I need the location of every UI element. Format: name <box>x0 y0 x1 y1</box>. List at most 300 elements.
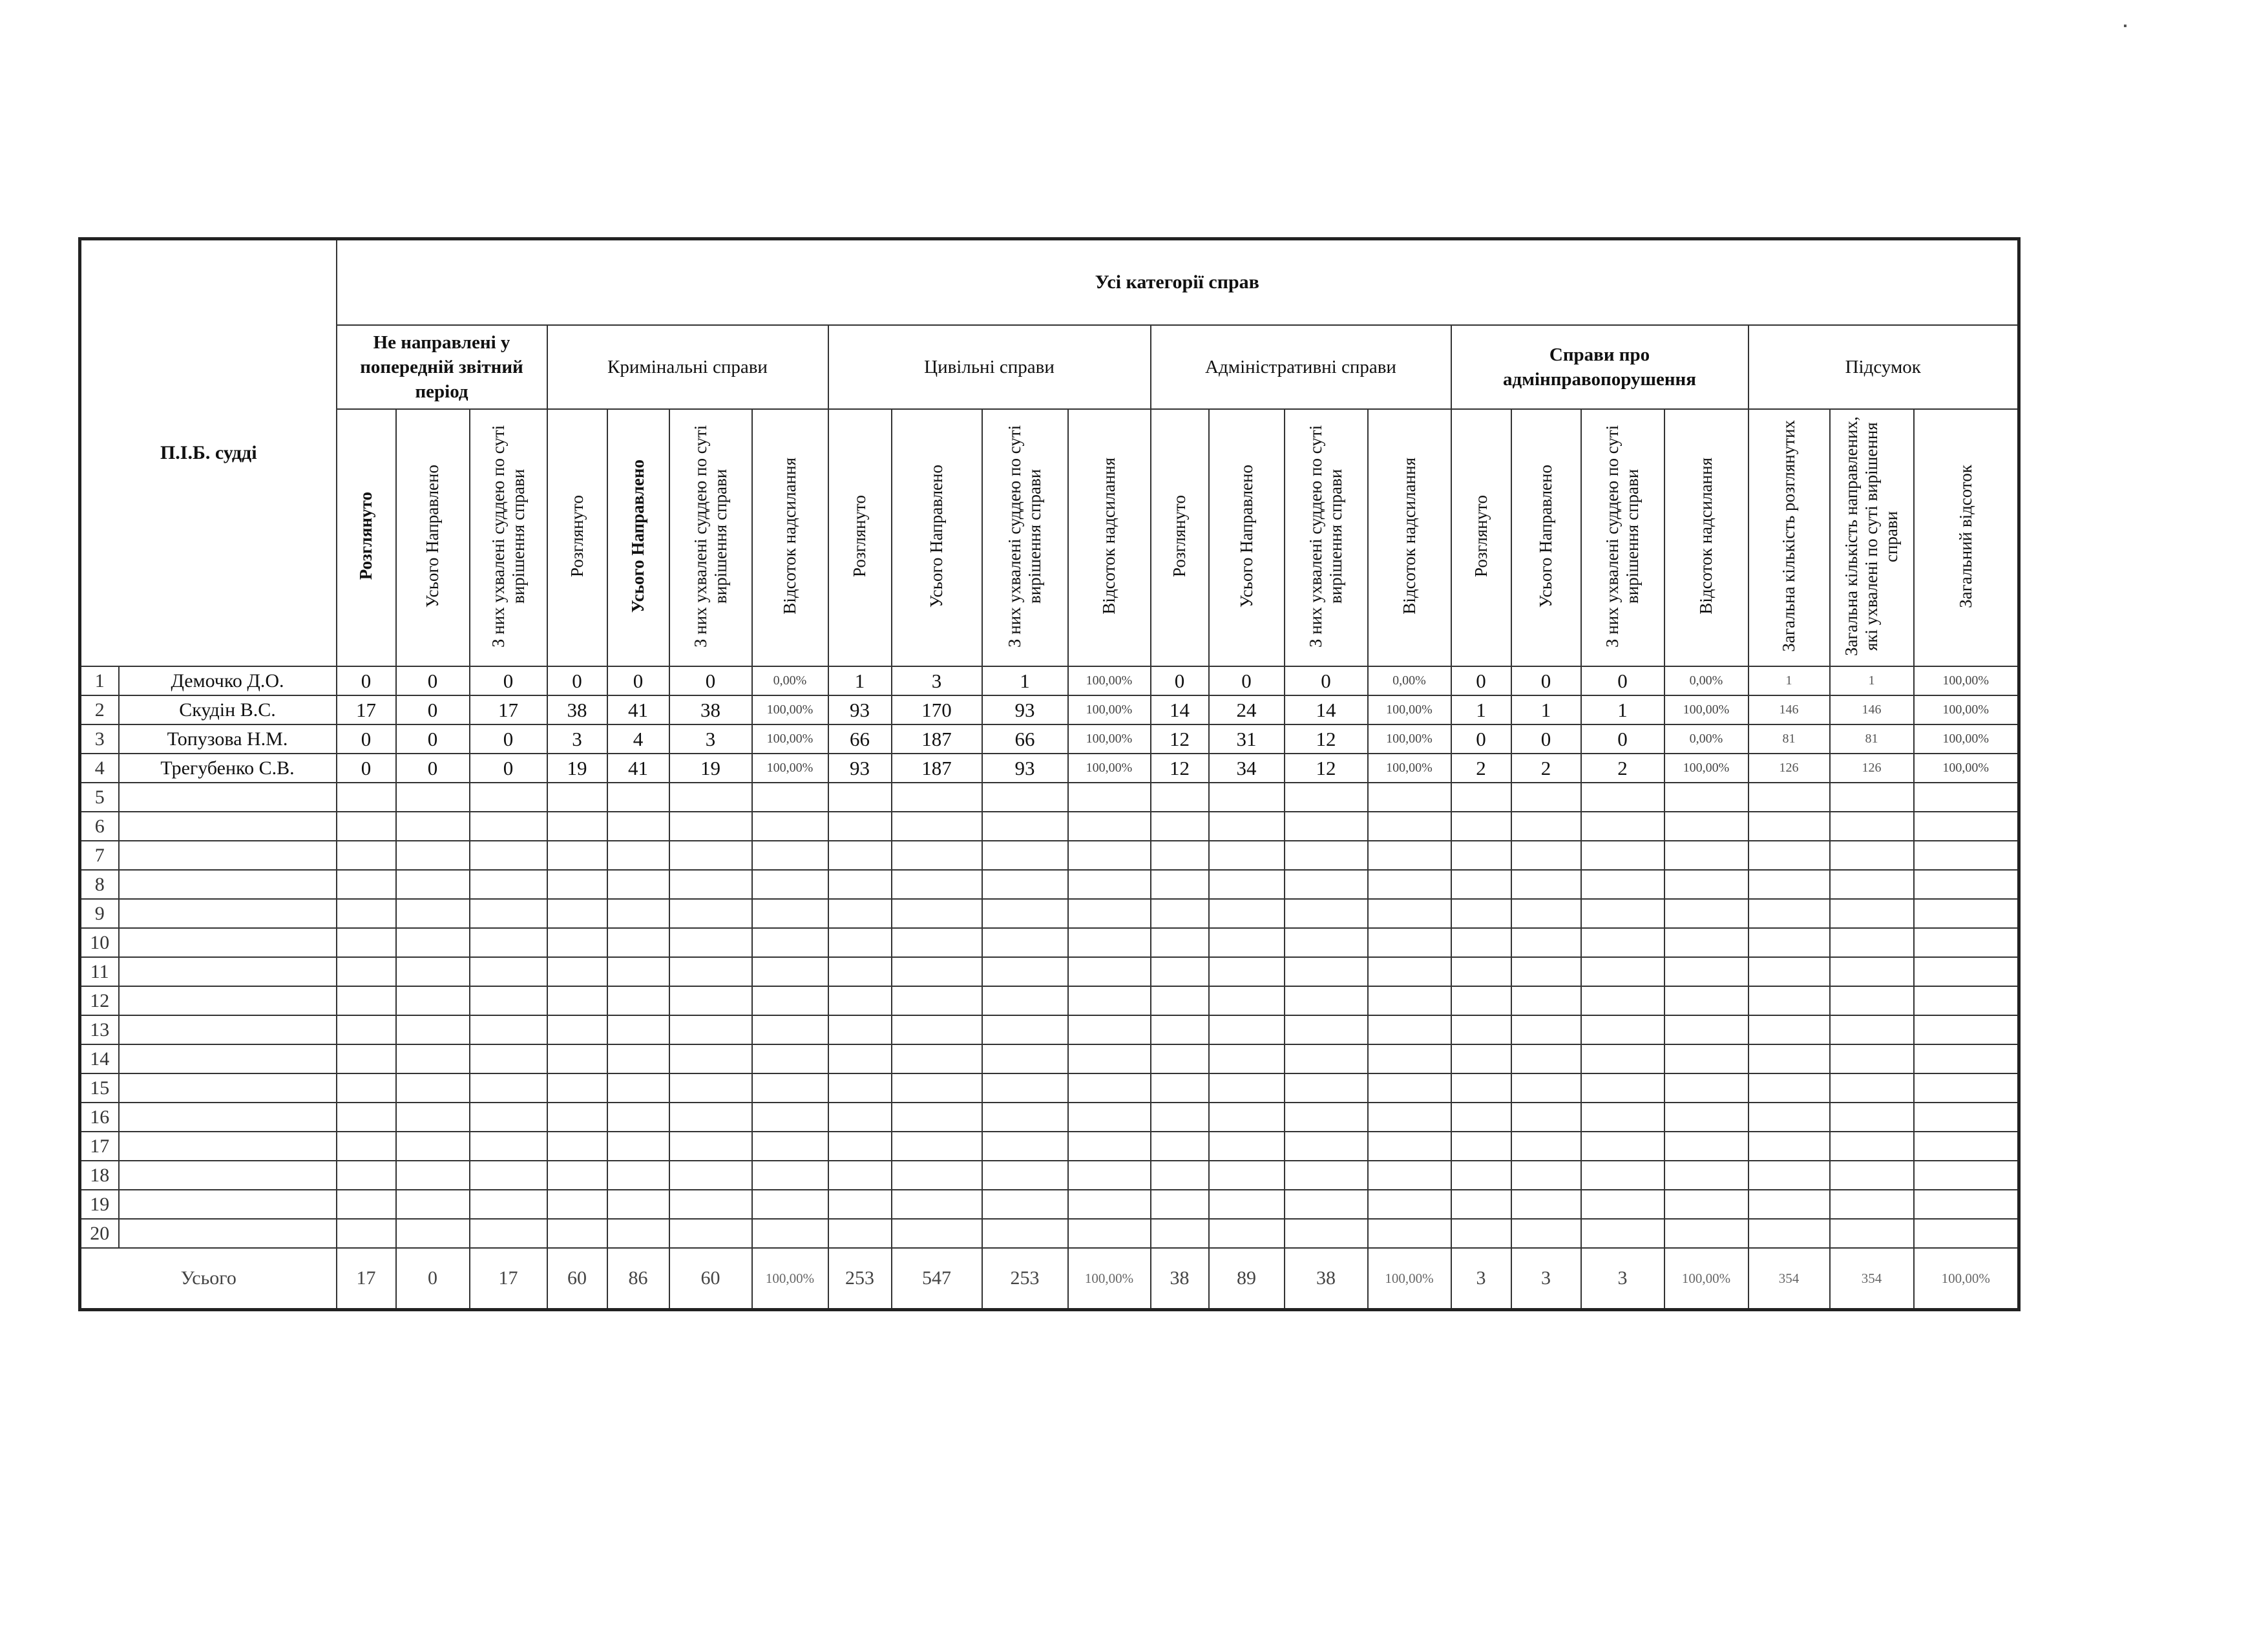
value-cell: 100,00% <box>752 695 828 724</box>
value-cell: 0 <box>547 666 607 695</box>
row-number: 2 <box>80 695 119 724</box>
value-cell <box>1664 1044 1748 1073</box>
row-number: 7 <box>80 841 119 870</box>
row-number: 1 <box>80 666 119 695</box>
value-cell <box>1285 957 1368 986</box>
value-cell <box>470 783 547 812</box>
scan-speck <box>2124 25 2126 27</box>
value-cell <box>752 841 828 870</box>
value-cell <box>828 812 892 841</box>
value-cell <box>892 928 982 957</box>
value-cell <box>470 1073 547 1103</box>
value-cell <box>1748 812 1830 841</box>
total-value-cell: 100,00% <box>1664 1248 1748 1310</box>
value-cell <box>669 1103 752 1132</box>
total-value-cell: 3 <box>1511 1248 1581 1310</box>
value-cell: 100,00% <box>752 754 828 783</box>
value-cell <box>828 899 892 928</box>
value-cell <box>1664 1161 1748 1190</box>
value-cell <box>1285 1219 1368 1248</box>
value-cell <box>1209 1015 1285 1044</box>
value-cell: 1 <box>828 666 892 695</box>
value-cell <box>669 986 752 1015</box>
value-cell <box>1830 1103 1914 1132</box>
value-cell: 0 <box>396 754 470 783</box>
value-cell: 1 <box>1748 666 1830 695</box>
value-cell <box>1068 1161 1151 1190</box>
value-cell <box>1830 1015 1914 1044</box>
col-header-send-percent: Відсоток надсилання <box>1068 409 1151 666</box>
value-cell <box>470 1161 547 1190</box>
value-cell <box>1511 812 1581 841</box>
value-cell <box>1451 1219 1511 1248</box>
value-cell <box>1151 1132 1209 1161</box>
value-cell <box>1748 1190 1830 1219</box>
col-header-reviewed: Розглянуто <box>337 409 396 666</box>
judge-name-cell <box>119 1015 337 1044</box>
value-cell <box>1511 1219 1581 1248</box>
value-cell <box>1368 1044 1451 1073</box>
value-cell <box>1068 928 1151 957</box>
value-cell <box>892 1015 982 1044</box>
value-cell <box>1914 870 2019 899</box>
value-cell <box>752 928 828 957</box>
value-cell <box>1285 928 1368 957</box>
value-cell <box>669 899 752 928</box>
value-cell <box>752 957 828 986</box>
value-cell <box>1581 899 1664 928</box>
value-cell <box>1511 1044 1581 1073</box>
value-cell <box>1368 957 1451 986</box>
row-number: 13 <box>80 1015 119 1044</box>
value-cell <box>892 1161 982 1190</box>
value-cell <box>547 841 607 870</box>
value-cell: 1 <box>1830 666 1914 695</box>
value-cell <box>396 1015 470 1044</box>
value-cell <box>607 1190 669 1219</box>
value-cell <box>1151 1190 1209 1219</box>
value-cell: 17 <box>470 695 547 724</box>
value-cell <box>752 1044 828 1073</box>
value-cell: 12 <box>1285 754 1368 783</box>
value-cell <box>1748 899 1830 928</box>
value-cell <box>1830 1161 1914 1190</box>
value-cell <box>396 1190 470 1219</box>
value-cell <box>1068 986 1151 1015</box>
value-cell <box>892 841 982 870</box>
value-cell <box>1830 812 1914 841</box>
value-cell <box>828 1190 892 1219</box>
value-cell <box>1748 1044 1830 1073</box>
col-header-total-reviewed: Загальна кількість розглянутих <box>1748 409 1830 666</box>
value-cell <box>1581 1073 1664 1103</box>
value-cell <box>982 1161 1068 1190</box>
value-cell <box>892 1219 982 1248</box>
value-cell <box>1914 986 2019 1015</box>
value-cell <box>1451 1161 1511 1190</box>
value-cell: 100,00% <box>1914 754 2019 783</box>
value-cell: 0,00% <box>1664 666 1748 695</box>
value-cell <box>982 928 1068 957</box>
value-cell <box>982 812 1068 841</box>
value-cell <box>1664 957 1748 986</box>
row-number: 16 <box>80 1103 119 1132</box>
total-value-cell: 89 <box>1209 1248 1285 1310</box>
value-cell: 126 <box>1830 754 1914 783</box>
value-cell <box>1209 1132 1285 1161</box>
value-cell <box>1451 957 1511 986</box>
value-cell <box>1581 986 1664 1015</box>
value-cell <box>892 957 982 986</box>
value-cell <box>982 841 1068 870</box>
value-cell <box>1664 870 1748 899</box>
group-header-civil: Цивільні справи <box>828 325 1151 409</box>
row-number: 4 <box>80 754 119 783</box>
value-cell: 81 <box>1830 724 1914 754</box>
value-cell <box>1914 1161 2019 1190</box>
value-cell: 4 <box>607 724 669 754</box>
value-cell <box>1581 1190 1664 1219</box>
judge-name-cell <box>119 870 337 899</box>
value-cell <box>892 1044 982 1073</box>
value-cell <box>982 783 1068 812</box>
total-value-cell: 38 <box>1285 1248 1368 1310</box>
value-cell: 100,00% <box>752 724 828 754</box>
value-cell: 100,00% <box>1664 754 1748 783</box>
value-cell <box>396 812 470 841</box>
value-cell <box>396 783 470 812</box>
value-cell <box>547 783 607 812</box>
value-cell <box>1451 841 1511 870</box>
value-cell <box>1209 870 1285 899</box>
value-cell <box>828 986 892 1015</box>
value-cell <box>1451 870 1511 899</box>
value-cell <box>1451 928 1511 957</box>
value-cell <box>1748 1219 1830 1248</box>
value-cell <box>1151 1219 1209 1248</box>
value-cell <box>470 841 547 870</box>
col-header-send-percent: Відсоток надсилання <box>1664 409 1748 666</box>
value-cell <box>892 783 982 812</box>
total-value-cell: 100,00% <box>1068 1248 1151 1310</box>
value-cell <box>1914 1044 2019 1073</box>
value-cell <box>828 1103 892 1132</box>
value-cell <box>1285 1044 1368 1073</box>
col-header-decided: З них ухвалені суддею по суті вирішення справи <box>470 409 547 666</box>
value-cell <box>396 1161 470 1190</box>
value-cell <box>1368 783 1451 812</box>
value-cell <box>892 1073 982 1103</box>
col-header-decided: З них ухвалені суддею по суті вирішення справи <box>982 409 1068 666</box>
value-cell <box>669 928 752 957</box>
value-cell <box>1068 783 1151 812</box>
row-number: 18 <box>80 1161 119 1190</box>
table-row <box>80 957 2019 986</box>
value-cell <box>892 870 982 899</box>
group-header-administrative: Адміністративні справи <box>1151 325 1451 409</box>
total-value-cell: 100,00% <box>1914 1248 2019 1310</box>
value-cell <box>982 1190 1068 1219</box>
judge-name-cell <box>119 1073 337 1103</box>
col-header-send-percent: Відсоток надсилання <box>752 409 828 666</box>
value-cell <box>1914 1015 2019 1044</box>
value-cell <box>892 899 982 928</box>
value-cell <box>1830 1132 1914 1161</box>
total-value-cell: 253 <box>828 1248 892 1310</box>
value-cell: 81 <box>1748 724 1830 754</box>
value-cell <box>669 1190 752 1219</box>
value-cell <box>1914 899 2019 928</box>
value-cell <box>1581 1103 1664 1132</box>
value-cell <box>1914 783 2019 812</box>
value-cell <box>1285 1132 1368 1161</box>
value-cell <box>1151 1044 1209 1073</box>
judge-name-cell <box>119 899 337 928</box>
value-cell <box>1914 1132 2019 1161</box>
value-cell <box>1511 1073 1581 1103</box>
value-cell <box>470 812 547 841</box>
value-cell: 0 <box>470 724 547 754</box>
value-cell <box>1581 870 1664 899</box>
value-cell <box>470 870 547 899</box>
value-cell: 17 <box>337 695 396 724</box>
value-cell <box>470 1103 547 1132</box>
value-cell <box>1209 986 1285 1015</box>
value-cell <box>1368 841 1451 870</box>
value-cell <box>1209 899 1285 928</box>
value-cell: 187 <box>892 724 982 754</box>
value-cell <box>669 1161 752 1190</box>
value-cell: 0 <box>396 724 470 754</box>
value-cell <box>1511 1015 1581 1044</box>
value-cell <box>752 1073 828 1103</box>
table-row <box>80 754 2019 783</box>
value-cell <box>828 1044 892 1073</box>
value-cell <box>396 986 470 1015</box>
value-cell <box>1209 957 1285 986</box>
value-cell: 19 <box>669 754 752 783</box>
value-cell <box>607 1073 669 1103</box>
value-cell <box>1368 928 1451 957</box>
total-label: Усього <box>80 1248 337 1310</box>
value-cell <box>752 812 828 841</box>
value-cell: 100,00% <box>1068 666 1151 695</box>
value-cell <box>337 1190 396 1219</box>
total-value-cell: 100,00% <box>1368 1248 1451 1310</box>
value-cell <box>1830 1044 1914 1073</box>
value-cell <box>1511 928 1581 957</box>
total-value-cell: 38 <box>1151 1248 1209 1310</box>
value-cell <box>1068 1219 1151 1248</box>
value-cell: 170 <box>892 695 982 724</box>
value-cell <box>892 812 982 841</box>
value-cell <box>1151 986 1209 1015</box>
row-number: 17 <box>80 1132 119 1161</box>
value-cell <box>752 899 828 928</box>
value-cell <box>828 1219 892 1248</box>
value-cell: 93 <box>982 754 1068 783</box>
table-row <box>80 1132 2019 1161</box>
value-cell: 0 <box>1451 666 1511 695</box>
value-cell: 0,00% <box>752 666 828 695</box>
value-cell <box>982 899 1068 928</box>
value-cell <box>607 841 669 870</box>
value-cell <box>669 1015 752 1044</box>
value-cell <box>1068 812 1151 841</box>
value-cell <box>1914 812 2019 841</box>
value-cell <box>669 1219 752 1248</box>
value-cell <box>1285 1073 1368 1103</box>
value-cell <box>1748 841 1830 870</box>
value-cell <box>669 783 752 812</box>
value-cell <box>1209 1161 1285 1190</box>
value-cell <box>1068 1073 1151 1103</box>
value-cell <box>396 1073 470 1103</box>
table-row <box>80 666 2019 695</box>
group-header-summary: Підсумок <box>1748 325 2019 409</box>
value-cell <box>1068 1015 1151 1044</box>
value-cell <box>1748 986 1830 1015</box>
value-cell <box>547 1044 607 1073</box>
value-cell: 0 <box>337 666 396 695</box>
col-header-sent-total: Усього Направлено <box>1209 409 1285 666</box>
value-cell: 0 <box>1511 666 1581 695</box>
value-cell <box>1068 1132 1151 1161</box>
value-cell <box>752 1132 828 1161</box>
value-cell <box>1830 1190 1914 1219</box>
table-row <box>80 812 2019 841</box>
value-cell: 24 <box>1209 695 1285 724</box>
total-value-cell: 17 <box>470 1248 547 1310</box>
value-cell: 100,00% <box>1914 695 2019 724</box>
value-cell <box>337 1073 396 1103</box>
col-header-reviewed: Розглянуто <box>1451 409 1511 666</box>
value-cell <box>828 1132 892 1161</box>
value-cell <box>1511 899 1581 928</box>
value-cell: 100,00% <box>1914 724 2019 754</box>
total-value-cell: 354 <box>1830 1248 1914 1310</box>
value-cell <box>1748 1015 1830 1044</box>
judge-name-cell: Демочко Д.О. <box>119 666 337 695</box>
value-cell: 14 <box>1285 695 1368 724</box>
value-cell <box>1914 928 2019 957</box>
value-cell: 0 <box>669 666 752 695</box>
value-cell <box>1151 1015 1209 1044</box>
value-cell <box>547 1190 607 1219</box>
value-cell: 0 <box>1151 666 1209 695</box>
value-cell <box>1451 1103 1511 1132</box>
value-cell <box>1830 957 1914 986</box>
value-cell: 187 <box>892 754 982 783</box>
value-cell <box>1748 1161 1830 1190</box>
value-cell <box>607 899 669 928</box>
group-header-admin-offenses: Справи про адмінправопорушення <box>1451 325 1748 409</box>
judge-name-cell <box>119 1161 337 1190</box>
total-value-cell: 547 <box>892 1248 982 1310</box>
value-cell <box>1209 1103 1285 1132</box>
row-number: 11 <box>80 957 119 986</box>
value-cell <box>547 812 607 841</box>
total-value-cell: 0 <box>396 1248 470 1310</box>
value-cell: 12 <box>1285 724 1368 754</box>
value-cell <box>1451 986 1511 1015</box>
value-cell <box>1830 928 1914 957</box>
value-cell: 100,00% <box>1368 754 1451 783</box>
value-cell <box>1368 1073 1451 1103</box>
total-value-cell: 354 <box>1748 1248 1830 1310</box>
value-cell <box>1664 899 1748 928</box>
col-header-decided: З них ухвалені суддею по суті вирішення справи <box>1285 409 1368 666</box>
value-cell <box>607 783 669 812</box>
table-row <box>80 899 2019 928</box>
value-cell <box>1068 957 1151 986</box>
value-cell <box>396 870 470 899</box>
value-cell <box>1664 1015 1748 1044</box>
value-cell <box>1368 899 1451 928</box>
judge-name-cell <box>119 1132 337 1161</box>
value-cell <box>1748 1103 1830 1132</box>
value-cell <box>1451 899 1511 928</box>
value-cell <box>1451 1073 1511 1103</box>
judge-name-cell <box>119 1044 337 1073</box>
value-cell: 93 <box>982 695 1068 724</box>
value-cell <box>470 1190 547 1219</box>
value-cell <box>470 986 547 1015</box>
value-cell <box>1511 783 1581 812</box>
table-row <box>80 928 2019 957</box>
value-cell <box>1368 870 1451 899</box>
row-number: 8 <box>80 870 119 899</box>
value-cell <box>547 1015 607 1044</box>
value-cell: 1 <box>1581 695 1664 724</box>
value-cell <box>1748 1132 1830 1161</box>
col-header-sent-total: Усього Направлено <box>607 409 669 666</box>
value-cell <box>1451 1015 1511 1044</box>
judge-name-cell: Скудін В.С. <box>119 695 337 724</box>
value-cell <box>1068 870 1151 899</box>
value-cell: 3 <box>669 724 752 754</box>
value-cell <box>547 1219 607 1248</box>
value-cell: 31 <box>1209 724 1285 754</box>
value-cell <box>396 957 470 986</box>
value-cell <box>470 1132 547 1161</box>
value-cell <box>1151 957 1209 986</box>
value-cell <box>1664 1132 1748 1161</box>
value-cell <box>607 1161 669 1190</box>
value-cell <box>1285 1015 1368 1044</box>
value-cell <box>828 1161 892 1190</box>
value-cell <box>982 1103 1068 1132</box>
judge-name-cell <box>119 1190 337 1219</box>
value-cell <box>982 1219 1068 1248</box>
value-cell <box>1285 1103 1368 1132</box>
value-cell <box>1068 1044 1151 1073</box>
value-cell <box>547 1073 607 1103</box>
value-cell <box>1914 1190 2019 1219</box>
value-cell <box>337 1219 396 1248</box>
value-cell: 0 <box>337 724 396 754</box>
value-cell: 38 <box>547 695 607 724</box>
value-cell <box>752 870 828 899</box>
value-cell <box>1209 841 1285 870</box>
value-cell <box>547 870 607 899</box>
value-cell <box>1151 1103 1209 1132</box>
table-row <box>80 783 2019 812</box>
value-cell <box>1285 870 1368 899</box>
group-header-not-sent: Не направлені у попередній звітний період <box>337 325 547 409</box>
value-cell <box>1581 1219 1664 1248</box>
value-cell <box>1664 1073 1748 1103</box>
